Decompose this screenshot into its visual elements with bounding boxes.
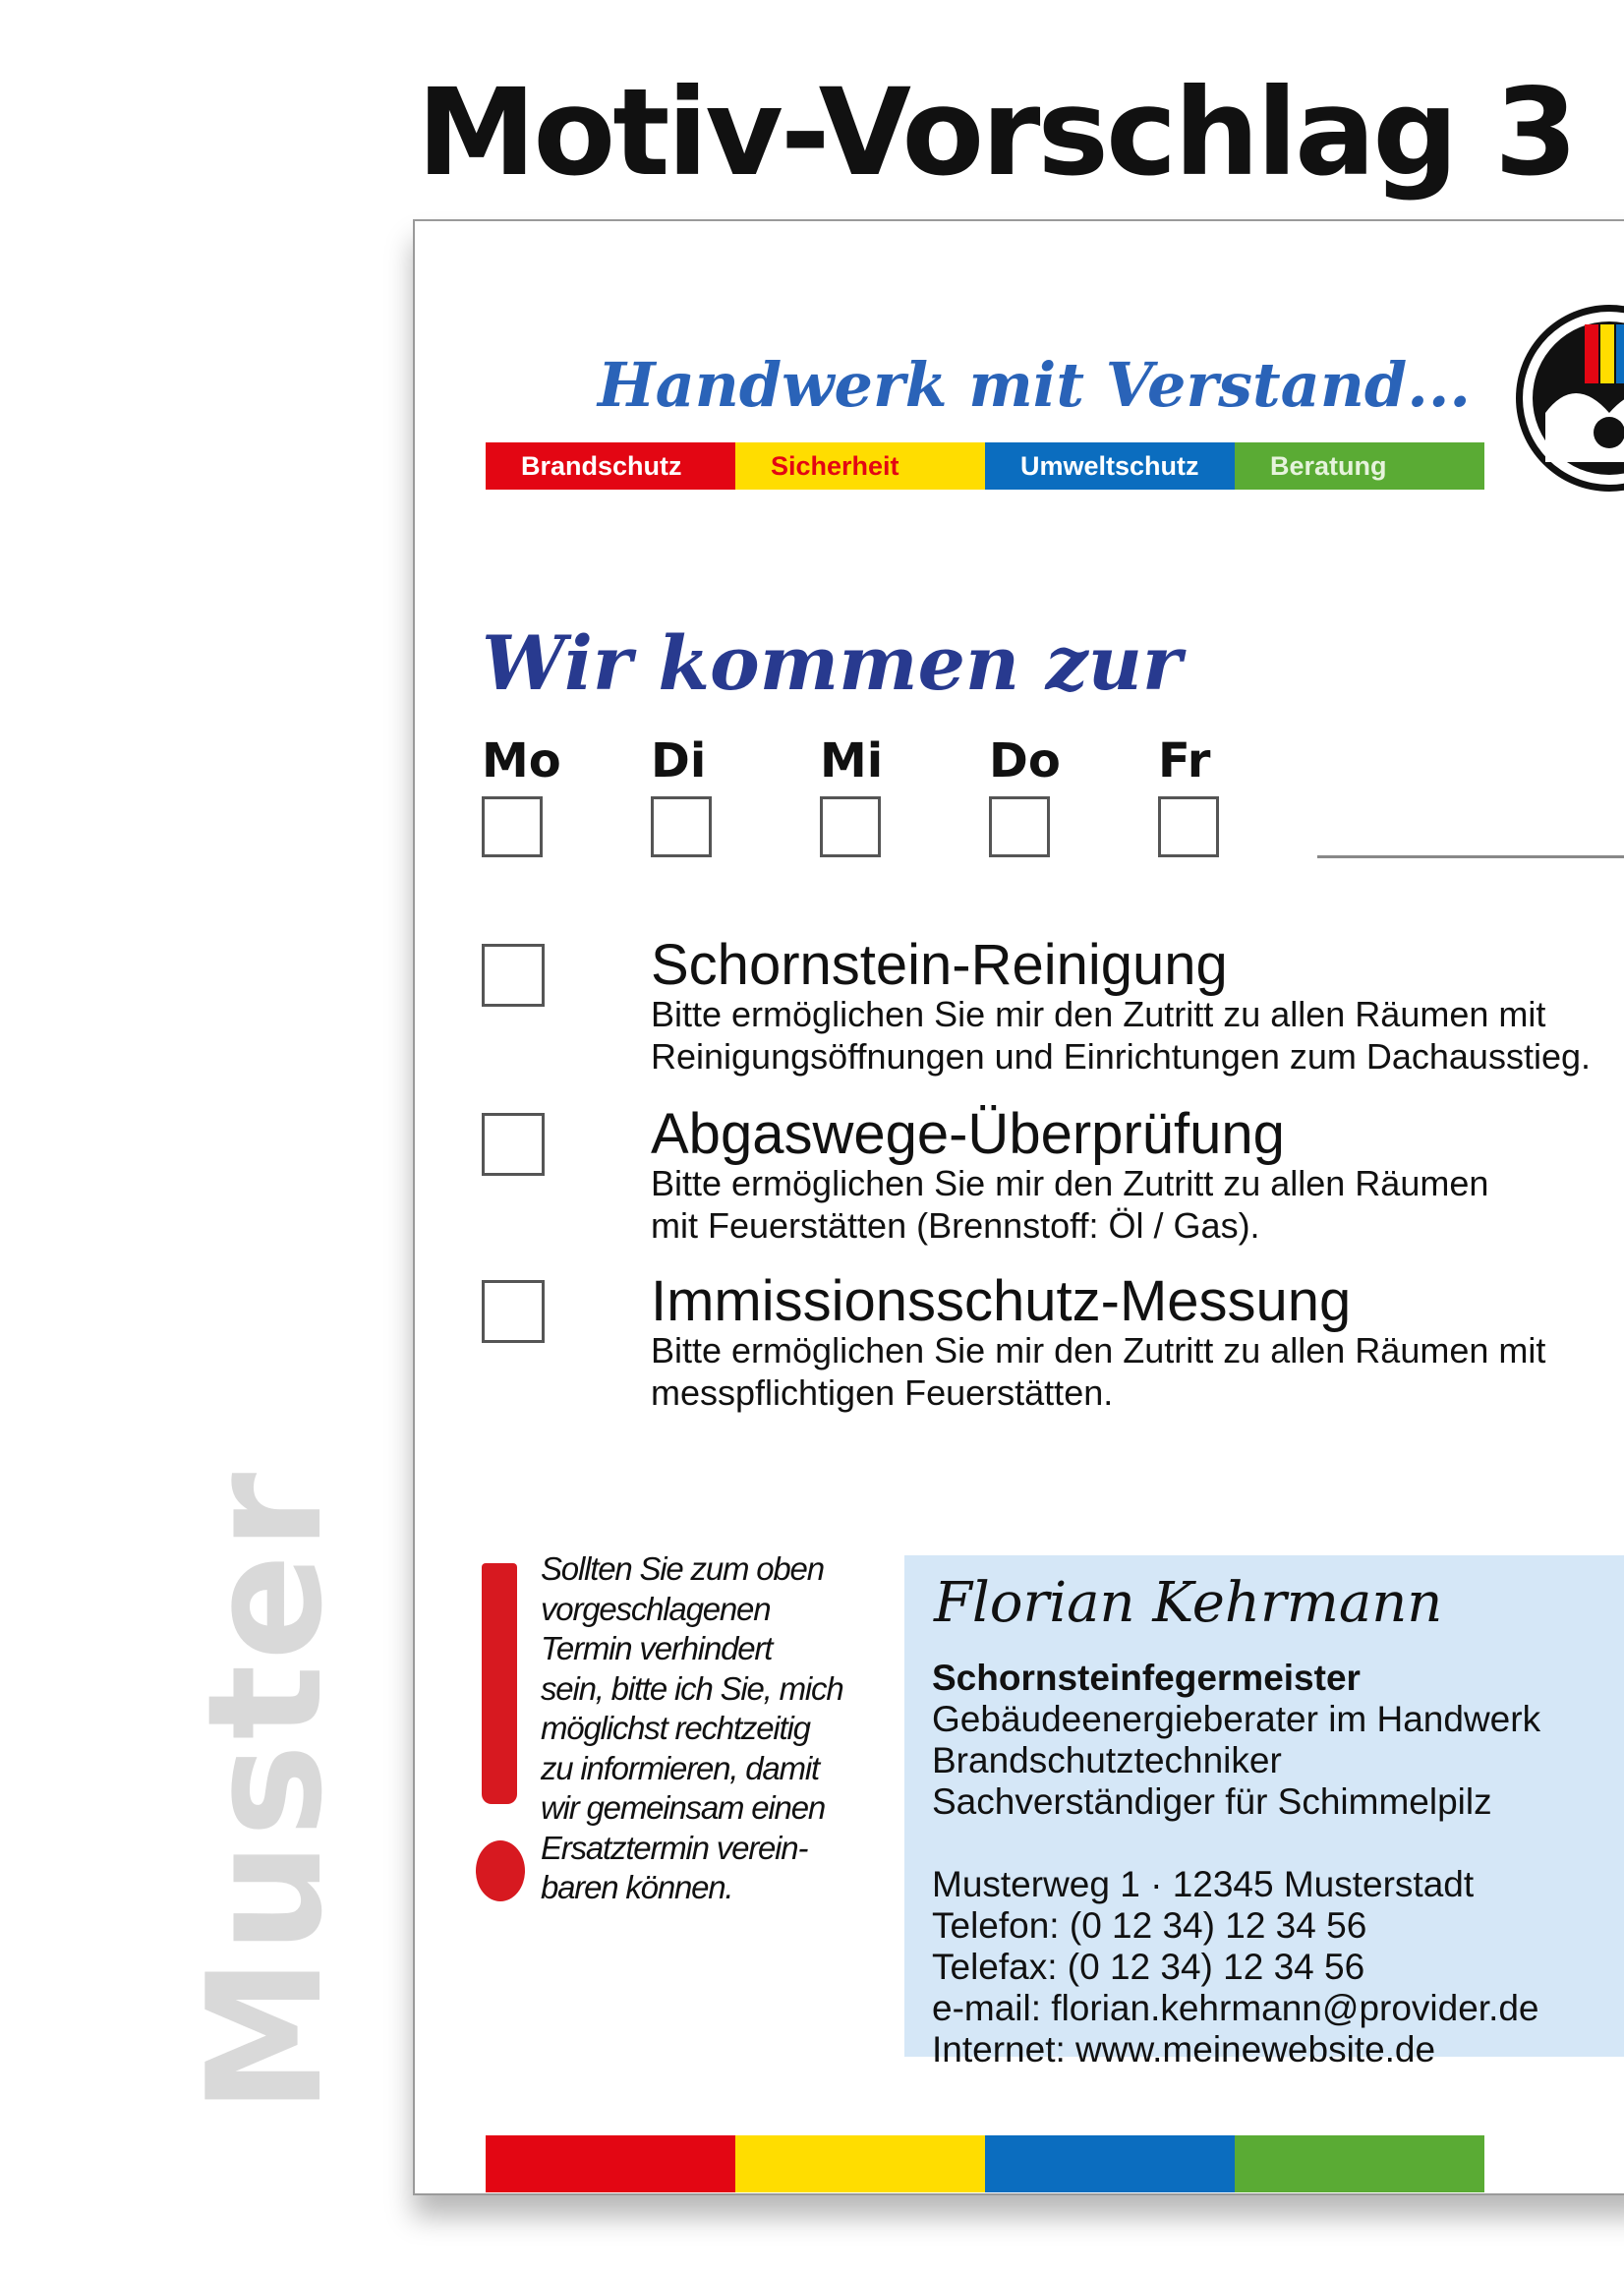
contact-address: Musterweg 1 · 12345 Musterstadt [932,1864,1475,1904]
contact-email[interactable]: e-mail: florian.kehrmann@provider.de [932,1988,1539,2028]
service-checkbox[interactable] [482,1280,545,1343]
service-title: Immissionsschutz-Messung [651,1269,1352,1333]
day-checkbox-di[interactable] [651,796,712,857]
notice-text: Sollten Sie zum oben vorgeschlagenen Termin verhindert sein, bitte ich Sie, mich möglichst rechtzeitig zu informieren, damit wir gemeinsam einen Ersatztermin verein- baren können. [541,1550,843,1905]
day-label: Mi [820,733,884,788]
service-immissionsschutz-messung [482,1270,1624,1418]
day-checkbox-do[interactable] [989,796,1050,857]
bottom-color-bar [486,2135,1484,2192]
category-bar [486,442,1484,490]
day-label: Do [989,733,1061,788]
contact-role-main: Schornsteinfegermeister [932,1658,1361,1698]
contact-fax: Telefax: (0 12 34) 12 34 56 [932,1947,1365,1987]
bottom-bar-green [1235,2135,1484,2192]
day-label: Di [651,733,707,788]
contact-role: Gebäudeenergieberater im Handwerk [932,1699,1541,1739]
watermark: Muster [173,1468,357,2114]
day-checkbox-mi[interactable] [820,796,881,857]
day-label: Mo [482,733,561,788]
day-monday [482,731,580,857]
contact-website[interactable]: Internet: www.meinewebsite.de [932,2029,1436,2070]
contact-phone: Telefon: (0 12 34) 12 34 56 [932,1905,1367,1946]
day-checkbox-fr[interactable] [1158,796,1219,857]
category-sicherheit: Sicherheit [735,442,985,490]
service-schornstein-reinigung [482,934,1624,1081]
day-checkbox-mo[interactable] [482,796,543,857]
contact-spacer [932,1823,1624,1864]
contact-details [932,1658,1624,2070]
exclamation-dot-icon [476,1840,525,1901]
service-description: Bitte ermöglichen Sie mir den Zutritt zu allen Räumen mit messpflichtigen Feuerstätten. [651,1330,1546,1413]
service-description: Bitte ermöglichen Sie mir den Zutritt zu allen Räumen mit Feuerstätten (Brennstoff: Öl / Gas). [651,1163,1489,1246]
category-beratung: Beratung [1235,442,1484,490]
day-label: Fr [1158,733,1211,788]
page-title: Motiv-Vorschlag 3 [417,63,1575,203]
day-wednesday [820,731,918,857]
service-abgaswege-ueberpruefung [482,1103,1624,1251]
exclamation-icon [482,1563,517,1804]
service-checkbox[interactable] [482,944,545,1007]
category-umweltschutz: Umweltschutz [985,442,1235,490]
service-checkbox[interactable] [482,1113,545,1176]
service-description: Bitte ermöglichen Sie mir den Zutritt zu allen Räumen mit Reinigungsöffnungen und Einrichtungen zum Dachausstieg. [651,994,1591,1077]
bottom-bar-red [486,2135,735,2192]
bottom-bar-yellow [735,2135,985,2192]
day-thursday [989,731,1087,857]
service-title: Schornstein-Reinigung [651,933,1228,997]
contact-name: Florian Kehrmann [934,1571,1443,1635]
category-brandschutz: Brandschutz [486,442,735,490]
visit-heading: Wir kommen zur [482,619,1183,707]
contact-role: Sachverständiger für Schimmelpilz [932,1781,1492,1822]
bottom-bar-blue [985,2135,1235,2192]
slogan: Handwerk mit Verstand... [598,349,1472,421]
day-friday [1158,731,1256,857]
service-title: Abgaswege-Überprüfung [651,1102,1285,1166]
contact-role: Brandschutztechniker [932,1740,1282,1780]
date-entry-line[interactable] [1317,855,1624,858]
day-tuesday [651,731,749,857]
